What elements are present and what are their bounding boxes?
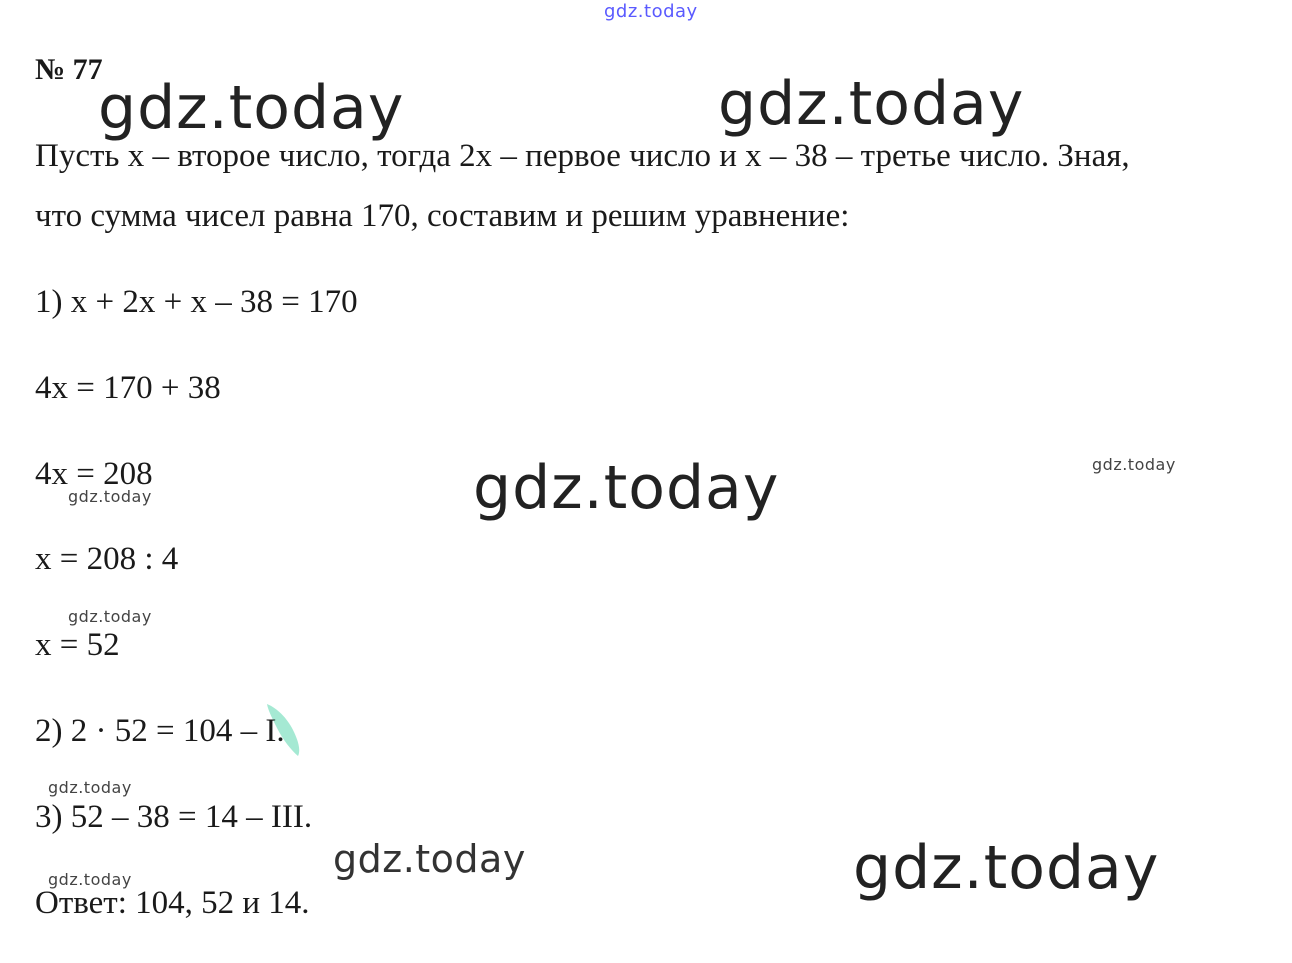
watermark-small: gdz.today — [68, 607, 152, 626]
watermark-small: gdz.today — [1092, 455, 1176, 474]
solution-intro-line-2: что сумма чисел равна 170, составим и решим уравнение: — [35, 198, 850, 234]
watermark-small: gdz.today — [48, 870, 132, 889]
watermark-large: gdz.today — [853, 833, 1160, 903]
equation-step-4: x = 208 : 4 — [35, 541, 179, 577]
equation-step-3: 4x = 208 — [35, 456, 153, 492]
watermark-small: gdz.today — [48, 778, 132, 797]
watermark-large: gdz.today — [718, 69, 1025, 139]
watermark-large: gdz.today — [473, 453, 780, 523]
step-3-third-number: 3) 52 – 38 = 14 – III. — [35, 799, 313, 835]
equation-step-2: 4x = 170 + 38 — [35, 370, 221, 406]
step-2-first-number: 2) 2 · 52 = 104 – I. — [35, 713, 285, 749]
watermark-small: gdz.today — [68, 487, 152, 506]
watermark-large: gdz.today — [98, 73, 405, 143]
equation-result: x = 52 — [35, 627, 120, 663]
watermark-medium: gdz.today — [333, 837, 526, 881]
task-number: № 77 — [35, 53, 103, 86]
answer-line: Ответ: 104, 52 и 14. — [35, 885, 310, 921]
solution-intro-line-1: Пусть x – второе число, тогда 2x – первое число и x – 38 – третье число. Зная, — [35, 138, 1130, 174]
watermark-top: gdz.today — [604, 1, 698, 22]
equation-step-1: 1) x + 2x + x – 38 = 170 — [35, 284, 358, 320]
